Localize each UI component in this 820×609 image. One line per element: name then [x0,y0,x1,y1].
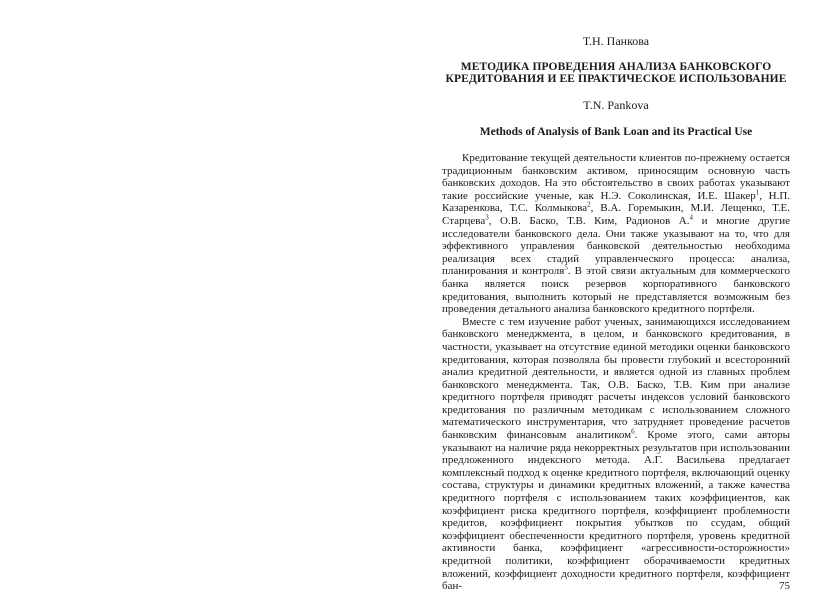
footnote-ref: 5 [564,263,568,272]
article-body [442,152,790,593]
text-span: . В этой связи актуальным для коммерческого банка является поиск резервов корпоративного банковского кредитования, выполнить который не представляется возможным без проведения детального анализа банковского кредитного портфеля. [442,265,791,316]
article-title-en: Methods of Analysis of Bank Loan and its Practical Use [479,126,753,138]
text-span: , О.В. Баско, Т.В. Ким, Радионов А. [488,214,690,227]
text-span: . Кроме этого, сами авторы указывают на наличие ряда некорректных результатов при использовании предложенного индексного метода. А.Г. Васильева предлагает комплексный подход к оценке кредитного портфеля, включающий оценку состава, структуры и динамики кредитных вложений, а также качества кредитного портфеля с использованием таких коэффициентов, как коэффициент риска кредитного портфеля, коэффициент проблемности кредитов, коэффициент покрытия убытков по ссудам, общий коэффициент обеспеченности кредитного портфеля, уровень кредитной активности банка, коэффициент «агрессивности-осторожности» кредитной политики, коэффициент оборачиваемости кредитных вложений, коэффициент доходности кредитного портфеля, коэффициент бан- [442,429,790,593]
text-span: Кредитование текущей деятельности клиентов по-прежнему остается традиционным банковским активом, приносящим основную часть банковских доходов. На это обстоятельство в своих работах указывают такие российские ученые, как Н.Э. Соколинская, И.Е. Шакер [442,152,790,202]
page-number: 75 [779,580,790,592]
article-title-ru: МЕТОДИКА ПРОВЕДЕНИЯ АНАЛИЗА БАНКОВСКОГО КРЕДИТОВАНИЯ И ЕЕ ПРАКТИЧЕСКОЕ ИСПОЛЬЗОВАНИЕ [445,61,787,85]
paragraph-2 [442,316,790,593]
text-span: Вместе с тем изучение работ ученых, занимающихся исследованием банковского менеджмента, в целом, и банковского кредитования, в частности, указывает на отсутствие единой методики оценки банковского кредитования, которая позволяла бы провести глубокий и всесторонний анализ кредитной деятельности, и является одной из главных проблем банковского менеджмента. Так, О.В. Баско, Т.В. Ким при анализе кредитного портфеля приводят расчеты индексов условий банковского кредитования по различным методикам с использованием сложного математического инструментария, что затрудняет проведение расчетов банковским финансовым аналитиком [442,315,790,442]
paragraph-1 [442,152,790,316]
right-page [442,34,790,593]
footnote-ref: 1 [755,188,760,197]
footnote-ref: 3 [485,213,489,222]
text-span: и многие другие исследователи банковского дела. Они также указывают на то, что для эффективного управления банковской деятельностью необходима реализация всех стадий управленческого процесса: анализа, планирования и контроля [442,214,791,278]
footnote-ref: 6 [631,427,635,436]
footnote-ref: 4 [689,213,694,222]
text-span: , Н.П. Казаренкова, Т.С. Колмыкова [442,189,791,215]
author-ru: Т.Н. Панкова [582,34,650,48]
text-span: , В.А. Горемыкин, М.И. Лещенко, Т.Е. Старцева [442,202,790,227]
footnote-ref: 2 [587,200,591,209]
author-en: T.N. Pankova [583,98,649,112]
